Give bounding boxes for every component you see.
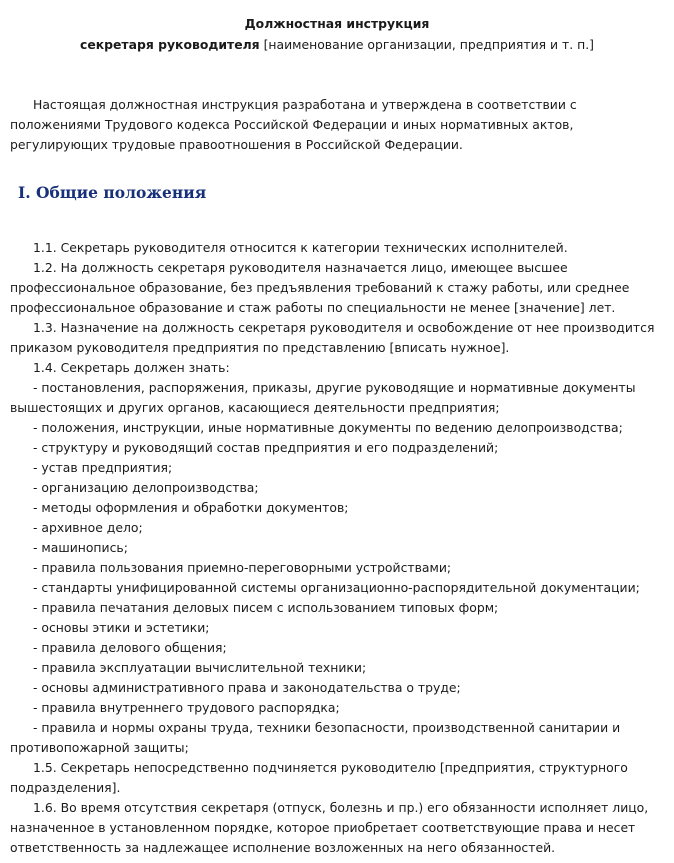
knowledge-item: - организацию делопроизводства;	[33, 480, 259, 495]
subtitle-position: секретаря руководителя	[80, 37, 260, 52]
knowledge-item: - правила печатания деловых писем с использованием типовых форм;	[33, 600, 499, 615]
knowledge-item: - правила и нормы охраны труда, техники безопасности, производственной санитарии и противопожарной защиты;	[10, 720, 621, 755]
knowledge-item: - основы этики и эстетики;	[33, 620, 210, 635]
knowledge-item: - правила делового общения;	[33, 640, 227, 655]
knowledge-item: - правила пользования приемно-переговорными устройствами;	[33, 560, 452, 575]
knowledge-item: - основы административного права и законодательства о труде;	[33, 680, 461, 695]
paragraph-1-5: 1.5. Секретарь непосредственно подчиняется руководителю [предприятия, структурного подразделения].	[10, 760, 628, 795]
knowledge-item: - устав предприятия;	[33, 460, 173, 475]
knowledge-item: - машинопись;	[33, 540, 128, 555]
knowledge-item: - методы оформления и обработки документов;	[33, 500, 349, 515]
subtitle-organization: [наименование организации, предприятия и т. п.]	[259, 37, 594, 52]
intro-paragraph: Настоящая должностная инструкция разработана и утверждена в соответствии с положениями Трудового кодекса Российской Федерации и иных нормативных актов, регулирующих трудовые правоотношения в Российской Федерации.	[10, 97, 577, 152]
paragraph-1-4: 1.4. Секретарь должен знать:	[33, 360, 230, 375]
section-title-general: I. Общие положения	[18, 183, 207, 202]
document-subtitle	[0, 35, 674, 55]
knowledge-item: - правила эксплуатации вычислительной техники;	[33, 660, 367, 675]
paragraph-1-1: 1.1. Секретарь руководителя относится к категории технических исполнителей.	[33, 240, 568, 255]
knowledge-item: - положения, инструкции, иные нормативные документы по ведению делопроизводства;	[33, 420, 623, 435]
knowledge-item: - стандарты унифицированной системы организационно-распорядительной документации;	[33, 580, 640, 595]
paragraph-1-3: 1.3. Назначение на должность секретаря руководителя и освобождение от нее производится приказом руководителя предприятия по представлению [вписать нужное].	[10, 320, 655, 355]
knowledge-item: - структуру и руководящий состав предприятия и его подразделений;	[33, 440, 499, 455]
section-body	[10, 238, 662, 858]
paragraph-1-6: 1.6. Во время отсутствия секретаря (отпуск, болезнь и пр.) его обязанности исполняет лицо, назначенное в установленном порядке, которое приобретает соответствующие права и несет ответственность за надлежащее исполнение возложенных на него обязанностей.	[10, 800, 649, 855]
knowledge-item: - архивное дело;	[33, 520, 143, 535]
knowledge-item: - правила внутреннего трудового распорядка;	[33, 700, 340, 715]
paragraph-1-2: 1.2. На должность секретаря руководителя назначается лицо, имеющее высшее профессиональное образование, без предъявления требований к стажу работы, или среднее профессиональное образование и стаж работы по специальности не менее [значение] лет.	[10, 260, 630, 315]
knowledge-item: - постановления, распоряжения, приказы, другие руководящие и нормативные документы вышестоящих и других органов, касающиеся деятельности предприятия;	[10, 380, 636, 415]
document-title: Должностная инструкция	[244, 16, 430, 31]
